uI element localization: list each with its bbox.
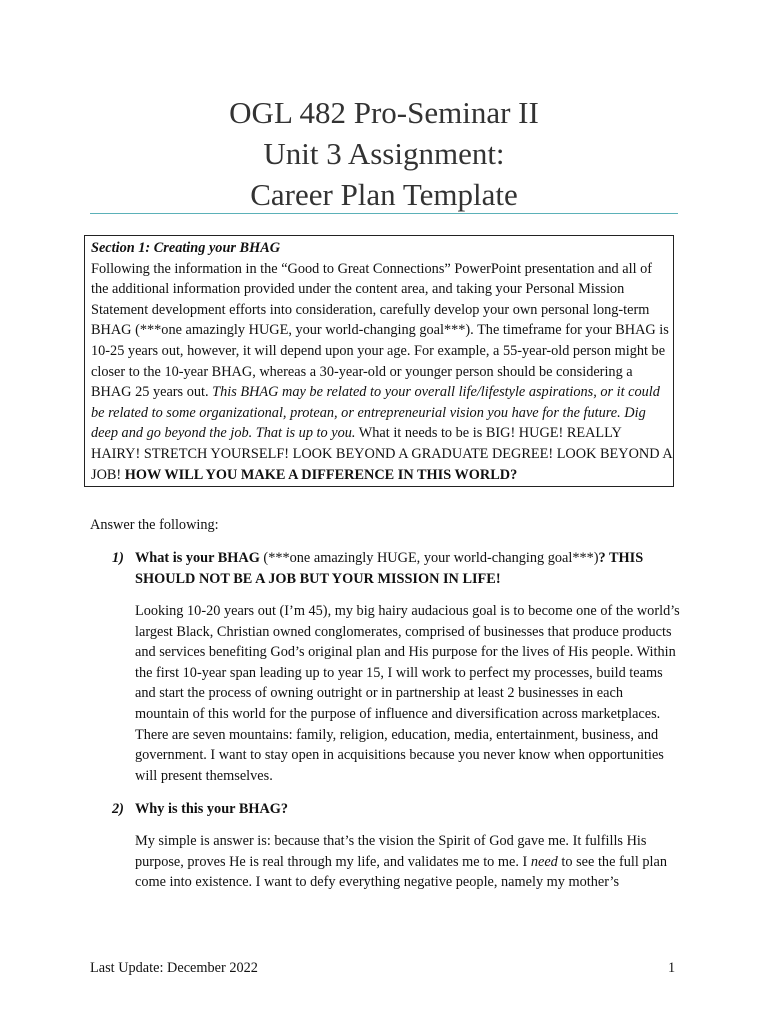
section1-box: [84, 235, 674, 487]
question-1-text: [135, 548, 690, 589]
question-1-number: 1): [112, 550, 124, 566]
title-line-3: Career Plan Template: [250, 177, 518, 212]
section1-heading: Section 1: Creating your BHAG: [91, 240, 281, 256]
footer-update: Last Update: December 2022: [90, 960, 258, 976]
question-2-text: [135, 799, 690, 820]
title-line-1: OGL 482 Pro-Seminar II: [229, 95, 539, 130]
answer-2-italic: need: [530, 853, 558, 870]
answer-1: Looking 10-20 years out (I’m 45), my big hairy audacious goal is to become one of the world’s largest Black, Christian owned conglomerates, comprised of businesses that produce products and services benefiting God’s original plan and His purpose for the lives of His people. Within the first 10-year span leading up to year 15, I will work to perfect my processes, build teams and start the process of owning outright or in partnership at least 2 businesses in each mountain of this world for the purpose of influence and diversification across marketplaces. There are seven mountains: family, religion, education, media, entertainment, business, and government. I want to stay open in acquisitions because you never know when opportunities will present themselves.: [135, 603, 680, 784]
question-2-bold: Why is this your BHAG?: [135, 801, 289, 817]
question-2: [90, 799, 690, 820]
answer-2-text-b: to see the full plan come into existence. I want to defy everything negative people, namely my mother’s: [135, 853, 668, 891]
section1-body-text-2: What it needs to be is BIG! HUGE! REALLY HAIRY! STRETCH YOURSELF! LOOK BEYOND A GRADUATE DEGREE! LOOK BEYOND A JOB!: [91, 425, 672, 483]
section1-body-text: Following the information in the “Good to Great Connections” PowerPoint presentation and all of the additional information provided under the content area, and taking your Personal Mission Statement development efforts into consideration, carefully develop your own personal long-term BHAG (***one amazingly HUGE, your world-changing goal***). The timeframe for your BHAG is 10-25 years out, however, it will depend upon your age. For example, a 55-year-old person might be closer to the 10-year BHAG, whereas a 30-year-old or younger person should be considering a BHAG 25 years out.: [91, 260, 669, 401]
question-1-plain: (***one amazingly HUGE, your world-changing goal***): [259, 550, 599, 566]
document-title: [0, 92, 768, 215]
question-1-bold-a: What is your BHAG: [135, 550, 260, 566]
question-1: [90, 548, 690, 589]
section1-body-italic: This BHAG may be related to your overall life/lifestyle aspirations, or it could be related to some organizational, protean, or entrepreneurial vision you have for the future. Dig deep and go beyond the job. That is up to you.: [91, 384, 660, 442]
question-2-number: 2): [112, 801, 124, 817]
title-divider: [90, 213, 678, 214]
section1-body-bold: HOW WILL YOU MAKE A DIFFERENCE IN THIS WORLD?: [124, 466, 518, 483]
section1-body: [91, 259, 673, 486]
answer-2-text-a: My simple is answer is: because that’s the vision the Spirit of God gave me. It fulfills His purpose, proves He is real through my life, and validates me to me. I: [135, 833, 647, 870]
title-line-2: Unit 3 Assignment:: [263, 136, 505, 171]
answer-2: [135, 831, 680, 893]
page-number: 1: [668, 960, 676, 976]
question-1-bold-b: ? THIS SHOULD NOT BE A JOB BUT YOUR MISSION IN LIFE!: [135, 550, 644, 587]
answer-intro: Answer the following:: [90, 517, 219, 533]
